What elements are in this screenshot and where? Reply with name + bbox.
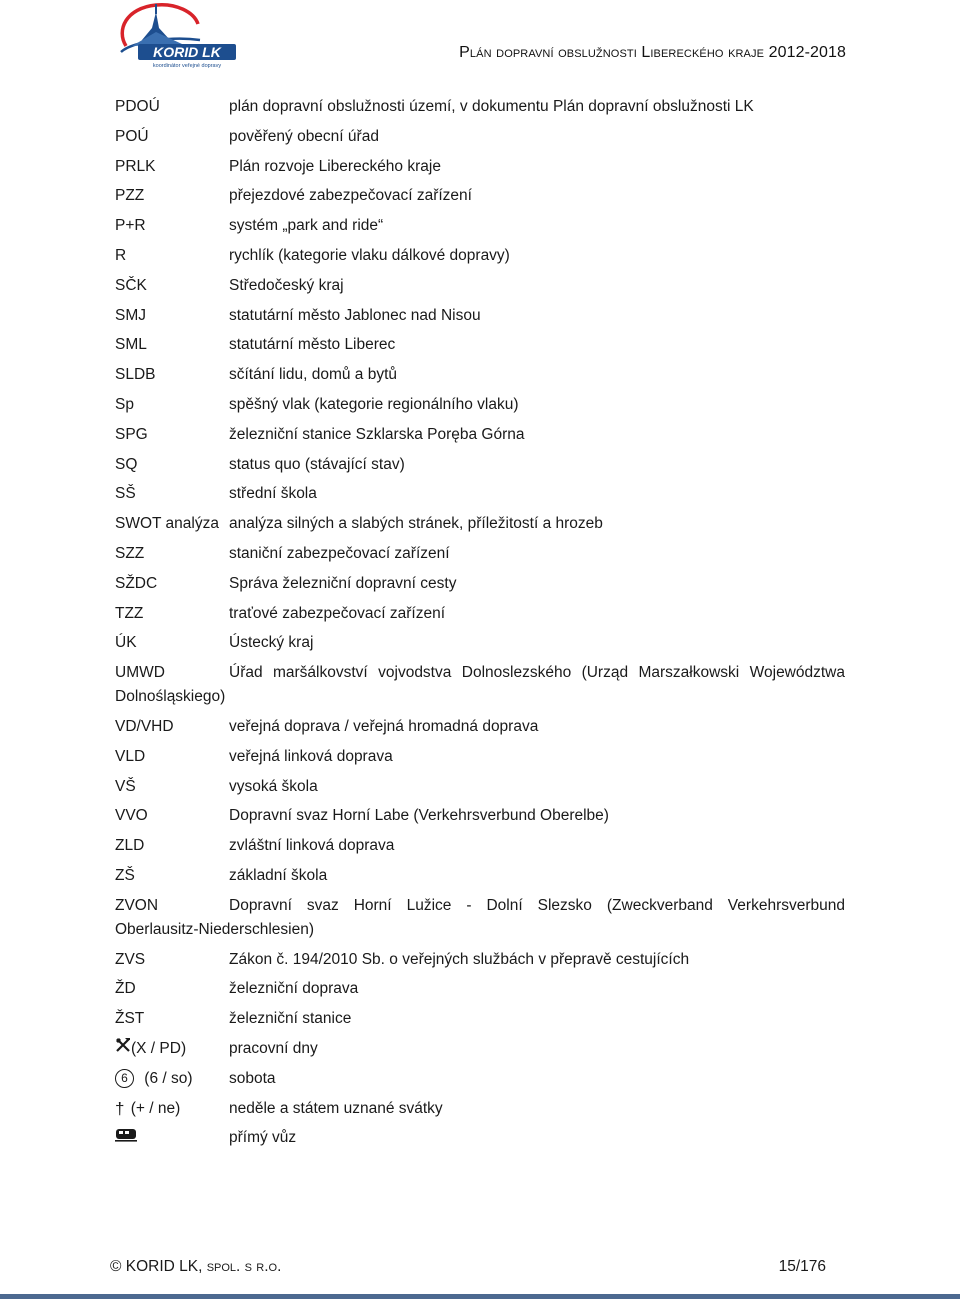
- abbreviation-meaning: přejezdové zabezpečovací zařízení: [229, 187, 472, 205]
- abbreviation-term: PDOÚ: [115, 98, 160, 115]
- abbreviation-row: [115, 509, 845, 539]
- abbreviation-term: Sp: [115, 395, 134, 413]
- symbol-row: [115, 1123, 845, 1153]
- abbreviation-row: [115, 450, 845, 480]
- abbreviation-meaning: Ústecký kraj: [229, 634, 314, 652]
- abbreviation-term: POÚ: [115, 127, 149, 145]
- abbreviation-meaning: Středočeský kraj: [229, 276, 344, 294]
- abbreviation-list: [115, 92, 845, 1153]
- abbreviation-meaning: statutární město Liberec: [229, 336, 396, 354]
- abbreviation-meaning: sčítání lidu, domů a bytů: [229, 366, 398, 384]
- abbreviation-term: SQ: [115, 455, 138, 473]
- symbol-meaning: sobota: [229, 1069, 276, 1087]
- abbreviation-meaning: Dopravní svaz Horní Labe (Verkehrsverbund Oberelbe): [229, 807, 609, 825]
- page-number: 15/176: [778, 1258, 826, 1275]
- abbreviation-term: SŠ: [115, 485, 136, 503]
- abbreviation-term: SWOT analýza: [115, 515, 219, 533]
- footer-rule: [0, 1294, 960, 1299]
- abbreviation-term: SŽDC: [115, 574, 158, 592]
- symbol-term: [115, 1094, 180, 1124]
- abbreviation-term: ZVS: [115, 950, 146, 968]
- abbreviation-row: [115, 152, 845, 182]
- logo-subtext: koordinátor veřejné dopravy: [152, 63, 222, 69]
- abbreviation-term: ZŠ: [115, 866, 135, 884]
- abbreviation-meaning: systém „park and ride“: [229, 217, 384, 235]
- abbreviation-term: TZZ: [115, 604, 144, 622]
- abbreviation-term: VLD: [115, 747, 146, 765]
- abbreviation-term: R: [115, 246, 127, 264]
- abbreviation-meaning: železniční doprava: [229, 980, 359, 998]
- abbreviation-meaning: Plán rozvoje Libereckého kraje: [229, 157, 441, 175]
- abbreviation-term: ÚK: [115, 634, 137, 652]
- symbol-term: [115, 1064, 193, 1094]
- abbreviation-row: [115, 712, 845, 742]
- symbol-term: [115, 1034, 186, 1064]
- abbreviation-term: ŽD: [115, 980, 136, 998]
- abbreviation-meaning: vysoká škola: [229, 777, 318, 795]
- symbol-code: (X / PD): [131, 1039, 187, 1057]
- abbreviation-row: [115, 891, 845, 945]
- abbreviation-term: SZZ: [115, 544, 145, 562]
- abbreviation-term: ŽST: [115, 1010, 145, 1028]
- abbreviation-meaning: Dopravní svaz Horní Lužice - Dolní Slezsko (Zweckverband Verkehrsverbund Oberlausitz-Niederschlesien): [115, 896, 845, 938]
- abbreviation-meaning: analýza silných a slabých stránek, příležitostí a hrozeb: [229, 515, 603, 533]
- cross-icon: †: [115, 1098, 125, 1118]
- hammer-pick-icon: [115, 1034, 131, 1064]
- abbreviation-row: [115, 658, 845, 712]
- abbreviation-meaning: traťové zabezpečovací zařízení: [229, 604, 446, 622]
- abbreviation-meaning: statutární město Jablonec nad Nisou: [229, 306, 481, 324]
- abbreviation-term: SML: [115, 336, 147, 354]
- abbreviation-row: [115, 271, 845, 301]
- abbreviation-term: VD/VHD: [115, 717, 174, 735]
- header-title-text: Plán dopravní obslužnosti Libereckého kraje 2012-2018: [459, 44, 846, 61]
- abbreviation-row: [115, 945, 845, 975]
- through-coach-icon: [115, 1123, 137, 1153]
- abbreviation-term: SPG: [115, 425, 148, 443]
- abbreviation-term: SLDB: [115, 366, 156, 384]
- abbreviation-row: [115, 211, 845, 241]
- symbol-row: [115, 1064, 845, 1094]
- symbol-row: [115, 1034, 845, 1064]
- abbreviation-meaning: střední škola: [229, 485, 317, 503]
- abbreviation-row: [115, 628, 845, 658]
- abbreviation-meaning: status quo (stávající stav): [229, 455, 405, 473]
- abbreviation-meaning: plán dopravní obslužnosti území, v dokumentu Plán dopravní obslužnosti LK: [229, 98, 754, 115]
- abbreviation-row: [115, 420, 845, 450]
- symbol-meaning: neděle a státem uznané svátky: [229, 1099, 443, 1117]
- abbreviation-term: PZZ: [115, 187, 145, 205]
- abbreviation-meaning: základní škola: [229, 866, 328, 884]
- abbreviation-row: [115, 301, 845, 331]
- abbreviation-meaning: železniční stanice: [229, 1010, 352, 1028]
- abbreviation-meaning: veřejná linková doprava: [229, 747, 393, 765]
- symbol-meaning: přímý vůz: [229, 1129, 297, 1147]
- symbol-code: (+ / ne): [126, 1099, 181, 1117]
- abbreviation-row: [115, 569, 845, 599]
- abbreviation-row: [115, 539, 845, 569]
- abbreviation-row: [115, 772, 845, 802]
- abbreviation-row: [115, 181, 845, 211]
- abbreviation-meaning: Zákon č. 194/2010 Sb. o veřejných službách v přepravě cestujících: [229, 950, 690, 968]
- abbreviation-term: ZLD: [115, 837, 145, 855]
- abbreviation-term: ZVON: [115, 896, 159, 914]
- page-header-title: [459, 44, 846, 62]
- circled-six-icon: 6: [115, 1069, 134, 1088]
- abbreviation-term: SMJ: [115, 306, 146, 324]
- abbreviation-meaning: pověřený obecní úřad: [229, 127, 379, 145]
- abbreviation-row: [115, 479, 845, 509]
- footer-copyright: © KORID LK, spol. s r.o.: [110, 1258, 282, 1275]
- abbreviation-row: [115, 861, 845, 891]
- abbreviation-row: [115, 974, 845, 1004]
- abbreviation-term: VŠ: [115, 777, 136, 795]
- abbreviation-meaning: zvláštní linková doprava: [229, 837, 395, 855]
- korid-logo: [112, 2, 242, 70]
- logo-text: KORID LK: [153, 44, 221, 60]
- abbreviation-term: PRLK: [115, 157, 156, 175]
- abbreviation-meaning: Úřad maršálkovství vojvodstva Dolnoslezského (Urząd Marszałkowski Województwa Dolnośląskiego): [115, 664, 845, 706]
- abbreviation-row: [115, 742, 845, 772]
- abbreviation-row: [115, 330, 845, 360]
- abbreviation-row: [115, 831, 845, 861]
- abbreviation-meaning: železniční stanice Szklarska Poręba Górna: [229, 425, 525, 443]
- abbreviation-meaning: spěšný vlak (kategorie regionálního vlaku): [229, 395, 519, 413]
- abbreviation-row: [115, 122, 845, 152]
- abbreviation-meaning: veřejná doprava / veřejná hromadná doprava: [229, 717, 539, 735]
- symbol-term: [115, 1123, 137, 1153]
- abbreviation-term: P+R: [115, 217, 146, 235]
- abbreviation-row: [115, 390, 845, 420]
- abbreviation-row: [115, 360, 845, 390]
- abbreviation-row: [115, 241, 845, 271]
- symbol-code: (6 / so): [140, 1069, 193, 1087]
- abbreviation-meaning: rychlík (kategorie vlaku dálkové dopravy): [229, 246, 510, 264]
- abbreviation-row: [115, 801, 845, 831]
- symbol-meaning: pracovní dny: [229, 1039, 318, 1057]
- abbreviation-row: [115, 599, 845, 629]
- abbreviation-term: UMWD: [115, 664, 165, 682]
- abbreviation-row: [115, 92, 845, 122]
- abbreviation-term: SČK: [115, 276, 147, 294]
- symbol-row: [115, 1094, 845, 1124]
- abbreviation-meaning: Správa železniční dopravní cesty: [229, 574, 457, 592]
- abbreviation-row: [115, 1004, 845, 1034]
- abbreviation-meaning: staniční zabezpečovací zařízení: [229, 544, 450, 562]
- abbreviation-term: VVO: [115, 807, 148, 825]
